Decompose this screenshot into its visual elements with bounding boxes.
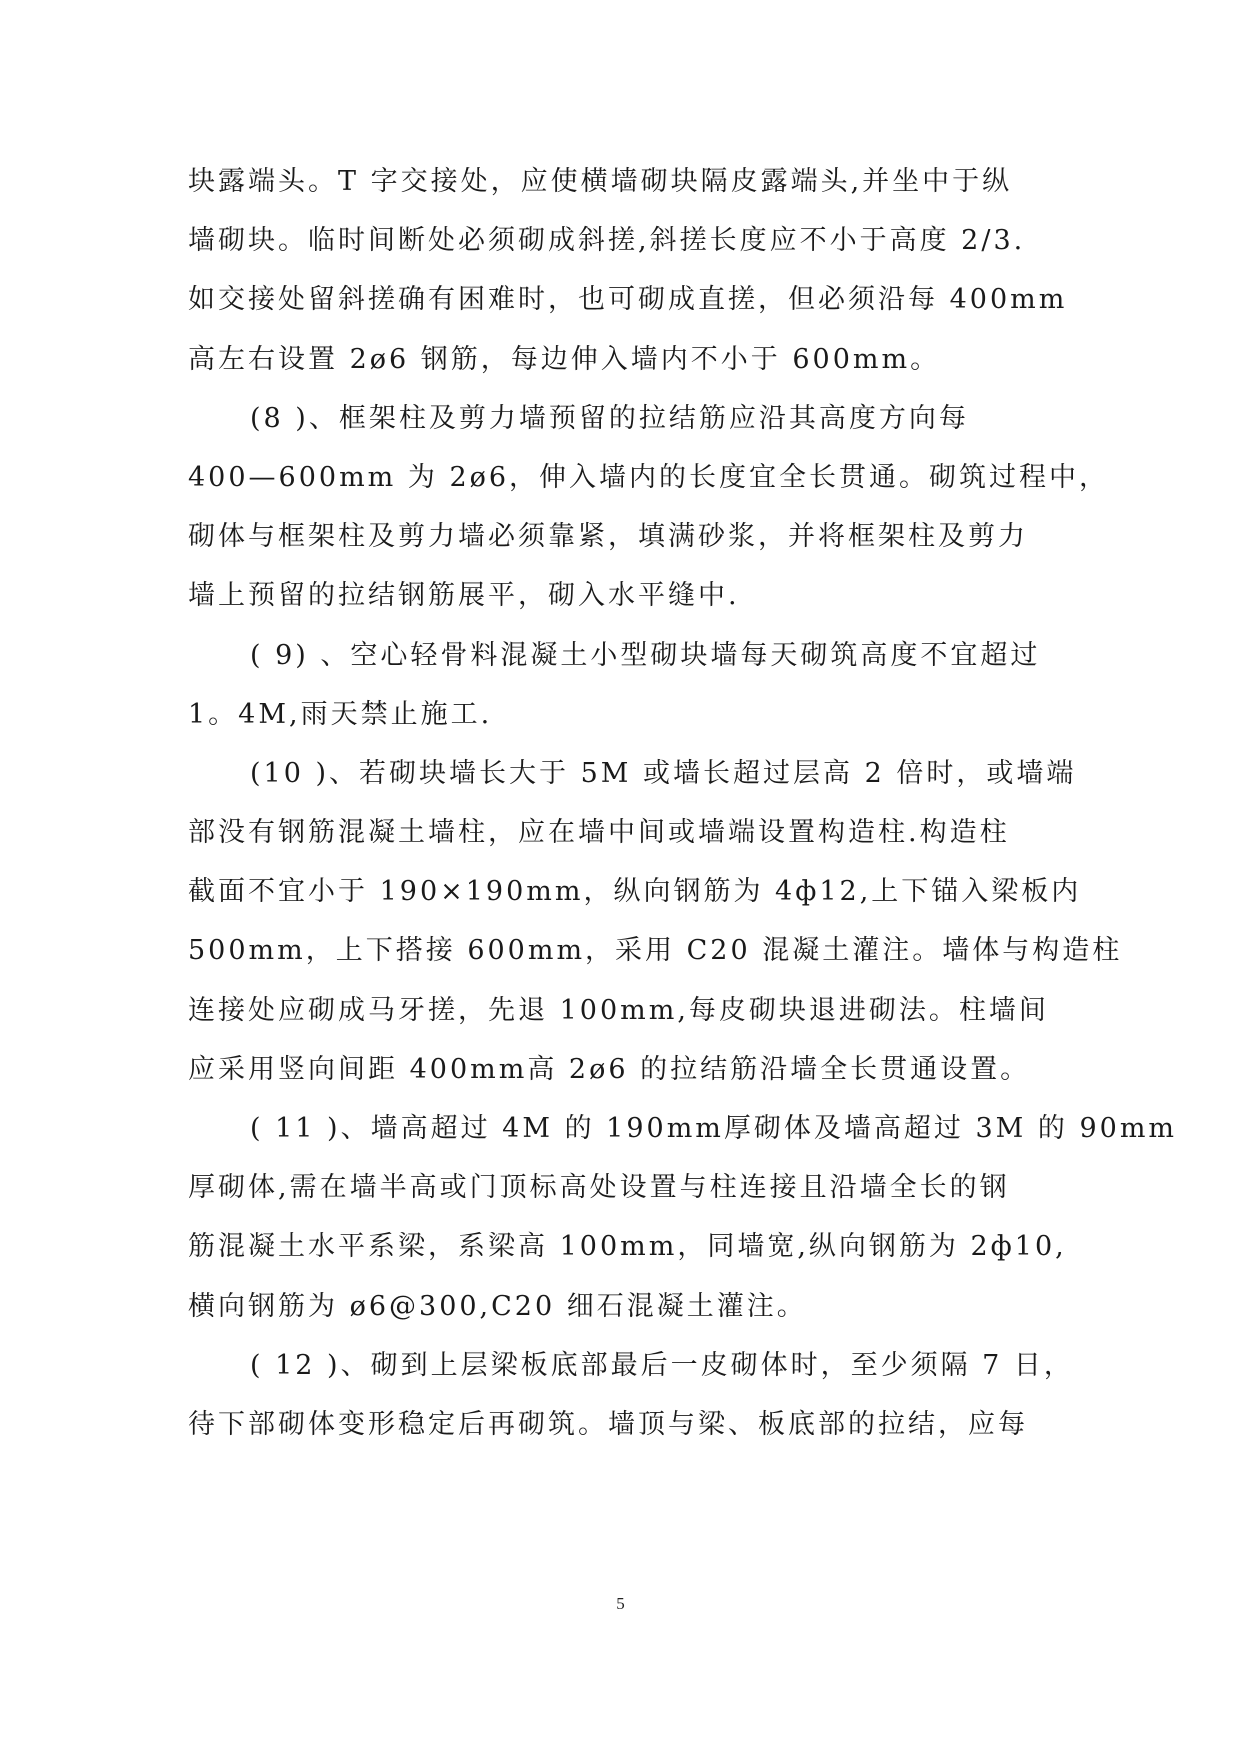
- paragraph-8-first-line: (8 )、框架柱及剪力墙预留的拉结筋应沿其高度方向每: [250, 402, 969, 434]
- text-line: 高左右设置 2ø6 钢筋，每边伸入墙内不小于 600mm。: [188, 343, 941, 375]
- text-line: 厚砌体,需在墙半高或门顶标高处设置与柱连接且沿墙全长的钢: [188, 1172, 1010, 1204]
- text-line: 1。4M,雨天禁止施工.: [188, 698, 493, 730]
- text-line: 如交接处留斜搓确有困难时，也可砌成直搓，但必须沿每 400mm: [188, 284, 1068, 316]
- body-text: [188, 152, 1178, 1454]
- text-line: 墙上预留的拉结钢筋展平，砌入水平缝中.: [188, 580, 740, 612]
- paragraph-11-first-line: ( 11 )、墙高超过 4M 的 190mm厚砌体及墙高超过 3M 的 90mm: [250, 1113, 1178, 1144]
- text-line: 400—600mm 为 2ø6，伸入墙内的长度宜全长贯通。砌筑过程中，: [188, 461, 1110, 493]
- paragraph-10-first-line: (10 )、若砌块墙长大于 5M 或墙长超过层高 2 倍时，或墙端: [250, 757, 1077, 789]
- text-line: 块露端头。T 字交接处，应使横墙砌块隔皮露端头,并坐中于纵: [188, 166, 1013, 197]
- text-line: 截面不宜小于 190×190mm，纵向钢筋为 4ф12,上下锚入梁板内: [188, 876, 1082, 908]
- text-line: 筋混凝土水平系梁，系梁高 100mm，同墙宽,纵向钢筋为 2ф10,: [188, 1231, 1067, 1263]
- text-line: 应采用竖向间距 400mm高 2ø6 的拉结筋沿墙全长贯通设置。: [188, 1053, 1031, 1085]
- text-line: 砌体与框架柱及剪力墙必须靠紧，填满砂浆，并将框架柱及剪力: [188, 521, 1028, 553]
- text-line: 待下部砌体变形稳定后再砌筑。墙顶与梁、板底部的拉结，应每: [188, 1408, 1028, 1440]
- text-line: 连接处应砌成马牙搓，先退 100mm,每皮砌块退进砌法。柱墙间: [188, 994, 1049, 1026]
- text-line: 墙砌块。临时间断处必须砌成斜搓,斜搓长度应不小于高度 2/3.: [188, 225, 1026, 257]
- paragraph-9-first-line: ( 9) 、空心轻骨料混凝土小型砌块墙每天砌筑高度不宜超过: [250, 639, 1041, 671]
- text-line: 部没有钢筋混凝土墙柱，应在墙中间或墙端设置构造柱.构造柱: [188, 817, 1010, 849]
- page-number: 5: [616, 1594, 625, 1613]
- text-line: 横向钢筋为 ø6@300,C20 细石混凝土灌注。: [188, 1290, 807, 1322]
- paragraph-12-first-line: ( 12 )、砌到上层梁板底部最后一皮砌体时，至少须隔 7 日，: [250, 1349, 1074, 1381]
- text-line: 500mm，上下搭接 600mm，采用 C20 混凝土灌注。墙体与构造柱: [188, 935, 1123, 967]
